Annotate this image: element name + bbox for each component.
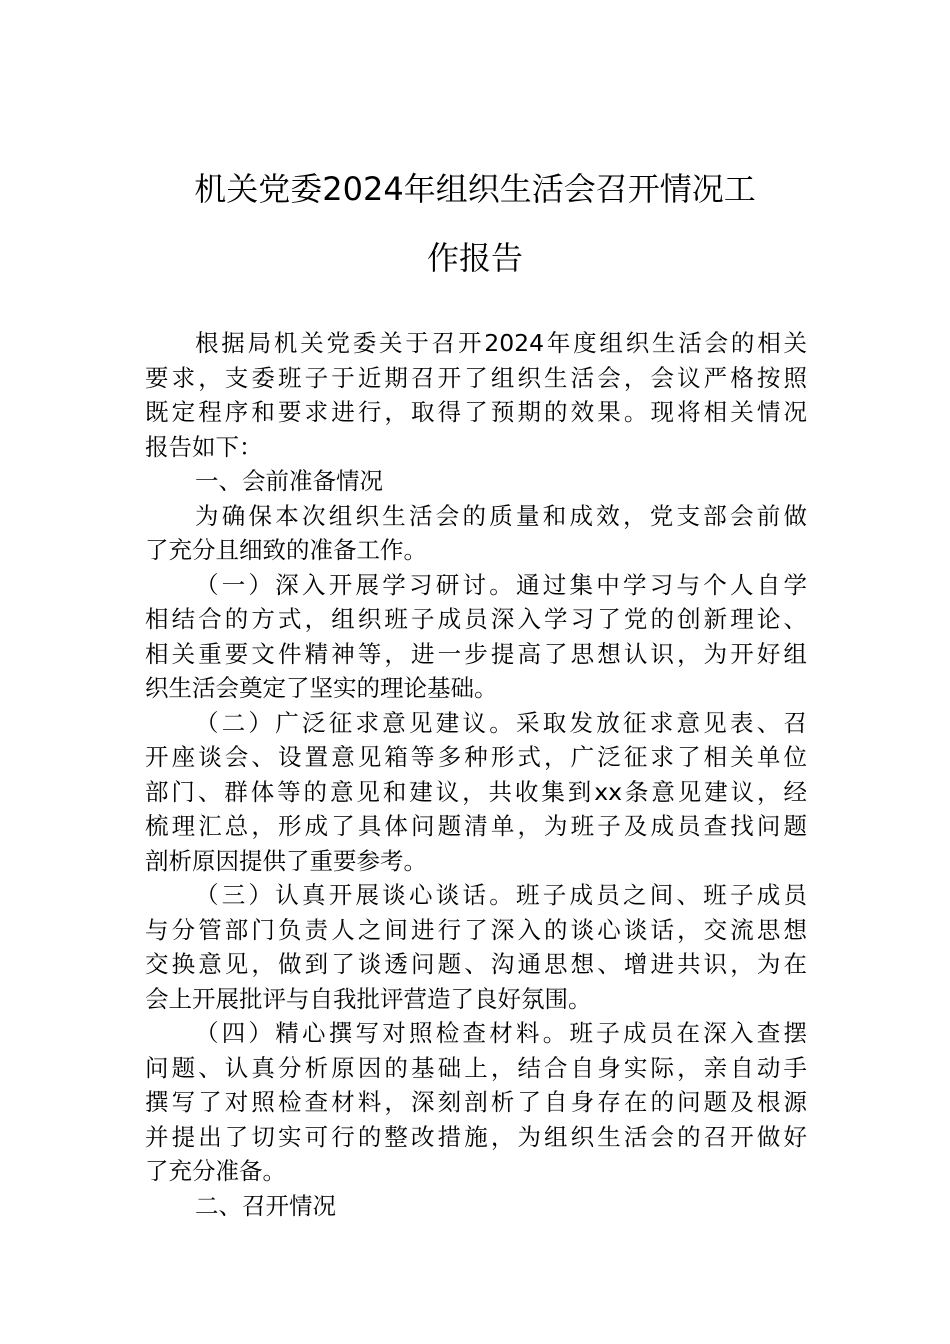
body-text-line: 二、召开情况 bbox=[195, 1191, 336, 1220]
body-text-line: 剖析原因提供了重要参考。 bbox=[145, 846, 427, 875]
body-text-line: 交换意见，做到了谈透问题、沟通思想、增进共识，为在 bbox=[145, 950, 807, 978]
body-text-line: 一、会前准备情况 bbox=[195, 467, 383, 495]
document-title-line-1: 机关党委2024年组织生活会召开情况工 bbox=[194, 170, 756, 208]
body-text-line: （三）认真开展谈心谈话。班子成员之间、班子成员 bbox=[195, 881, 807, 909]
body-text-line: 了充分准备。 bbox=[145, 1157, 286, 1185]
body-text-line: 既定程序和要求进行，取得了预期的效果。现将相关情况 bbox=[145, 398, 807, 426]
body-text-line: 并提出了切实可行的整改措施，为组织生活会的召开做好 bbox=[145, 1122, 807, 1151]
body-text-line: （一）深入开展学习研讨。通过集中学习与个人自学 bbox=[195, 570, 807, 599]
body-text-line: 根据局机关党委关于召开2024年度组织生活会的相关 bbox=[195, 329, 807, 357]
document-title-line-2: 作报告 bbox=[426, 239, 523, 277]
body-text-line: 撰写了对照检查材料，深刻剖析了自身存在的问题及根源 bbox=[145, 1088, 807, 1116]
body-text-line: 为确保本次组织生活会的质量和成效，党支部会前做 bbox=[195, 501, 807, 530]
body-text-line: 相关重要文件精神等，进一步提高了思想认识，为开好组 bbox=[145, 639, 807, 668]
body-text-line: 织生活会奠定了坚实的理论基础。 bbox=[145, 674, 498, 702]
body-text-line: 会上开展批评与自我批评营造了良好氛围。 bbox=[145, 984, 592, 1013]
body-text-line: 要求，支委班子于近期召开了组织生活会，会议严格按照 bbox=[145, 363, 807, 392]
body-text-line: （二）广泛征求意见建议。采取发放征求意见表、召 bbox=[195, 708, 807, 737]
body-text-line: 开座谈会、设置意见箱等多种形式，广泛征求了相关单位 bbox=[145, 743, 807, 771]
body-text-line: （四）精心撰写对照检查材料。班子成员在深入查摆 bbox=[195, 1019, 807, 1047]
body-text-line: 与分管部门负责人之间进行了深入的谈心谈话，交流思想 bbox=[145, 915, 807, 944]
body-text-line: 梳理汇总，形成了具体问题清单，为班子及成员查找问题 bbox=[145, 812, 807, 840]
body-text-line: 了充分且细致的准备工作。 bbox=[145, 536, 427, 564]
body-text-line: 报告如下： bbox=[145, 432, 263, 461]
body-text-line: 部门、群体等的意见和建议，共收集到xx条意见建议，经 bbox=[145, 777, 807, 806]
body-text-line: 问题、认真分析原因的基础上，结合自身实际，亲自动手 bbox=[145, 1053, 807, 1082]
document-body bbox=[145, 326, 807, 1223]
body-text-line: 相结合的方式，组织班子成员深入学习了党的创新理论、 bbox=[145, 605, 807, 633]
